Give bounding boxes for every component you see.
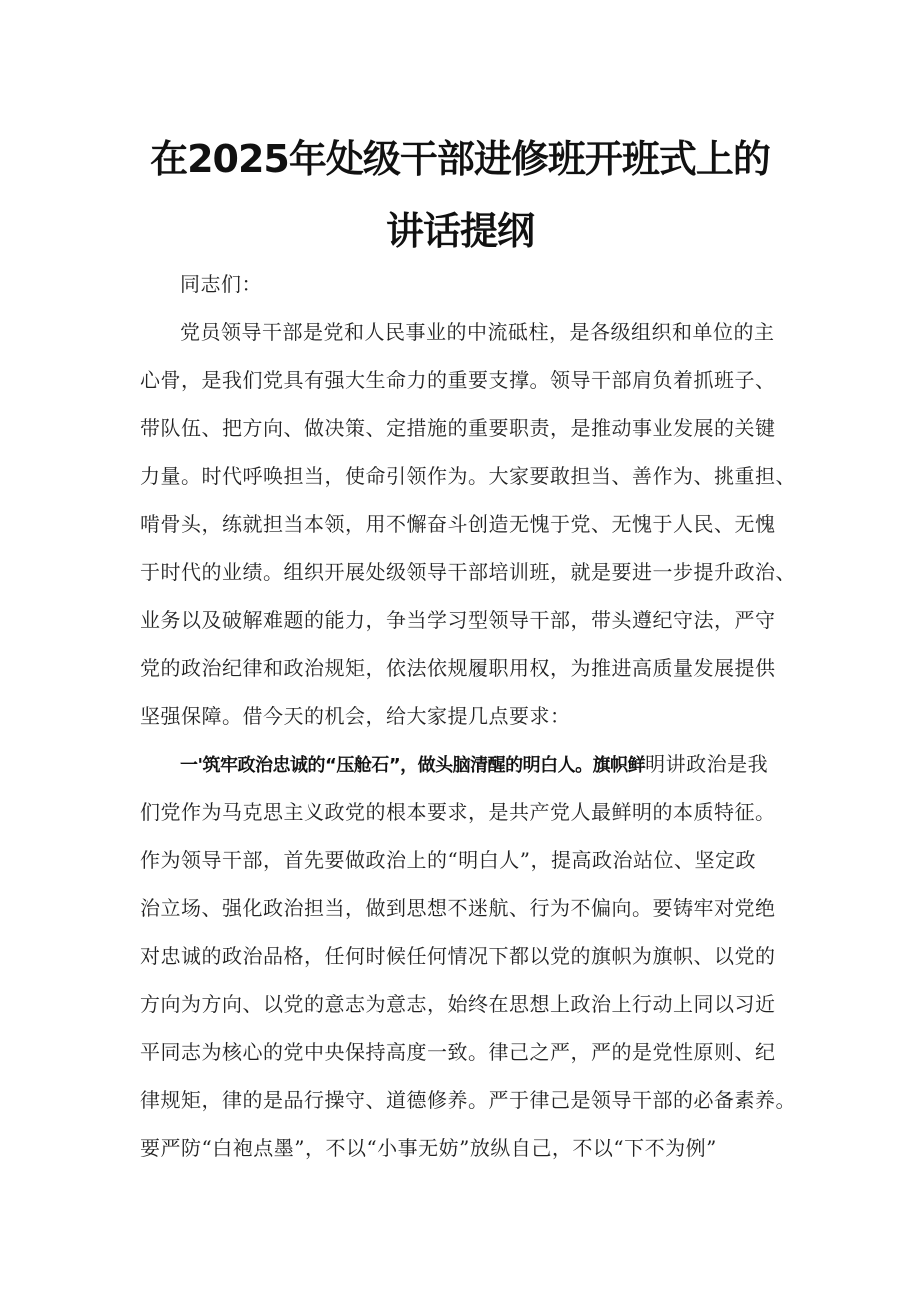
paragraph-line: 坚强保障。借今天的机会，给大家提几点要求： [140,704,571,728]
paragraph-line: 于时代的业绩。组织开展处级领导干部培训班，就是要进一步提升政治、 [140,560,796,584]
paragraph-line: 党的政治纪律和政治规矩，依法依规履职用权，为推进高质量发展提供 [140,656,776,680]
section-1-line: 要严防“白袍点墨”，不以“小事无妨”放纵自己，不以“下不为例” [140,1136,717,1160]
section-1-line: 作为领导干部，首先要做政治上的“明白人”，提高政治站位、坚定政 [140,848,756,872]
document-title-line-1: 在2025年处级干部进修班开班式上的 [150,137,770,181]
section-1-line: 们党作为马克思主义政党的根本要求，是共产党人最鲜明的本质特征。 [140,800,776,824]
section-1-line: 治立场、强化政治担当，做到思想不迷航、行为不偏向。要铸牢对党绝 [140,896,776,920]
paragraph-line: 业务以及破解难题的能力，争当学习型领导干部，带头遵纪守法，严守 [140,608,776,632]
section-1-line: 平同志为核心的党中央保持高度一致。律己之严，严的是党性原则、纪 [140,1040,776,1064]
section-1-line: 律规矩，律的是品行操守、道德修养。严于律己是领导干部的必备素养。 [140,1088,796,1112]
section-1-heading: 一'筑牢政治忠诚的“压舱石”，做头脑清醒的明白人。旗帜鲜 [180,755,646,776]
paragraph-line: 啃骨头，练就担当本领，用不懈奋斗创造无愧于党、无愧于人民、无愧 [140,512,776,536]
paragraph-line: 力量。时代呼唤担当，使命引领作为。大家要敢担当、善作为、挑重担、 [140,464,796,488]
document-title-line-2: 讲话提纲 [385,209,534,253]
paragraph-line: 心骨，是我们党具有强大生命力的重要支撑。领导干部肩负着抓班子、 [140,368,776,392]
paragraph-line: 党员领导干部是党和人民事业的中流砥柱，是各级组织和单位的主 [180,320,775,344]
section-1-line: 对忠诚的政治品格，任何时候任何情况下都以党的旗帜为旗帜、以党的 [140,944,776,968]
section-1-line: 方向为方向、以党的意志为意志，始终在思想上政治上行动上同以习近 [140,992,776,1016]
salutation: 同志们： [180,272,262,296]
section-1-heading-line [180,750,780,780]
section-1-heading-tail: 明讲政治是我 [645,752,769,776]
paragraph-line: 带队伍、把方向、做决策、定措施的重要职责，是推动事业发展的关键 [140,416,776,440]
